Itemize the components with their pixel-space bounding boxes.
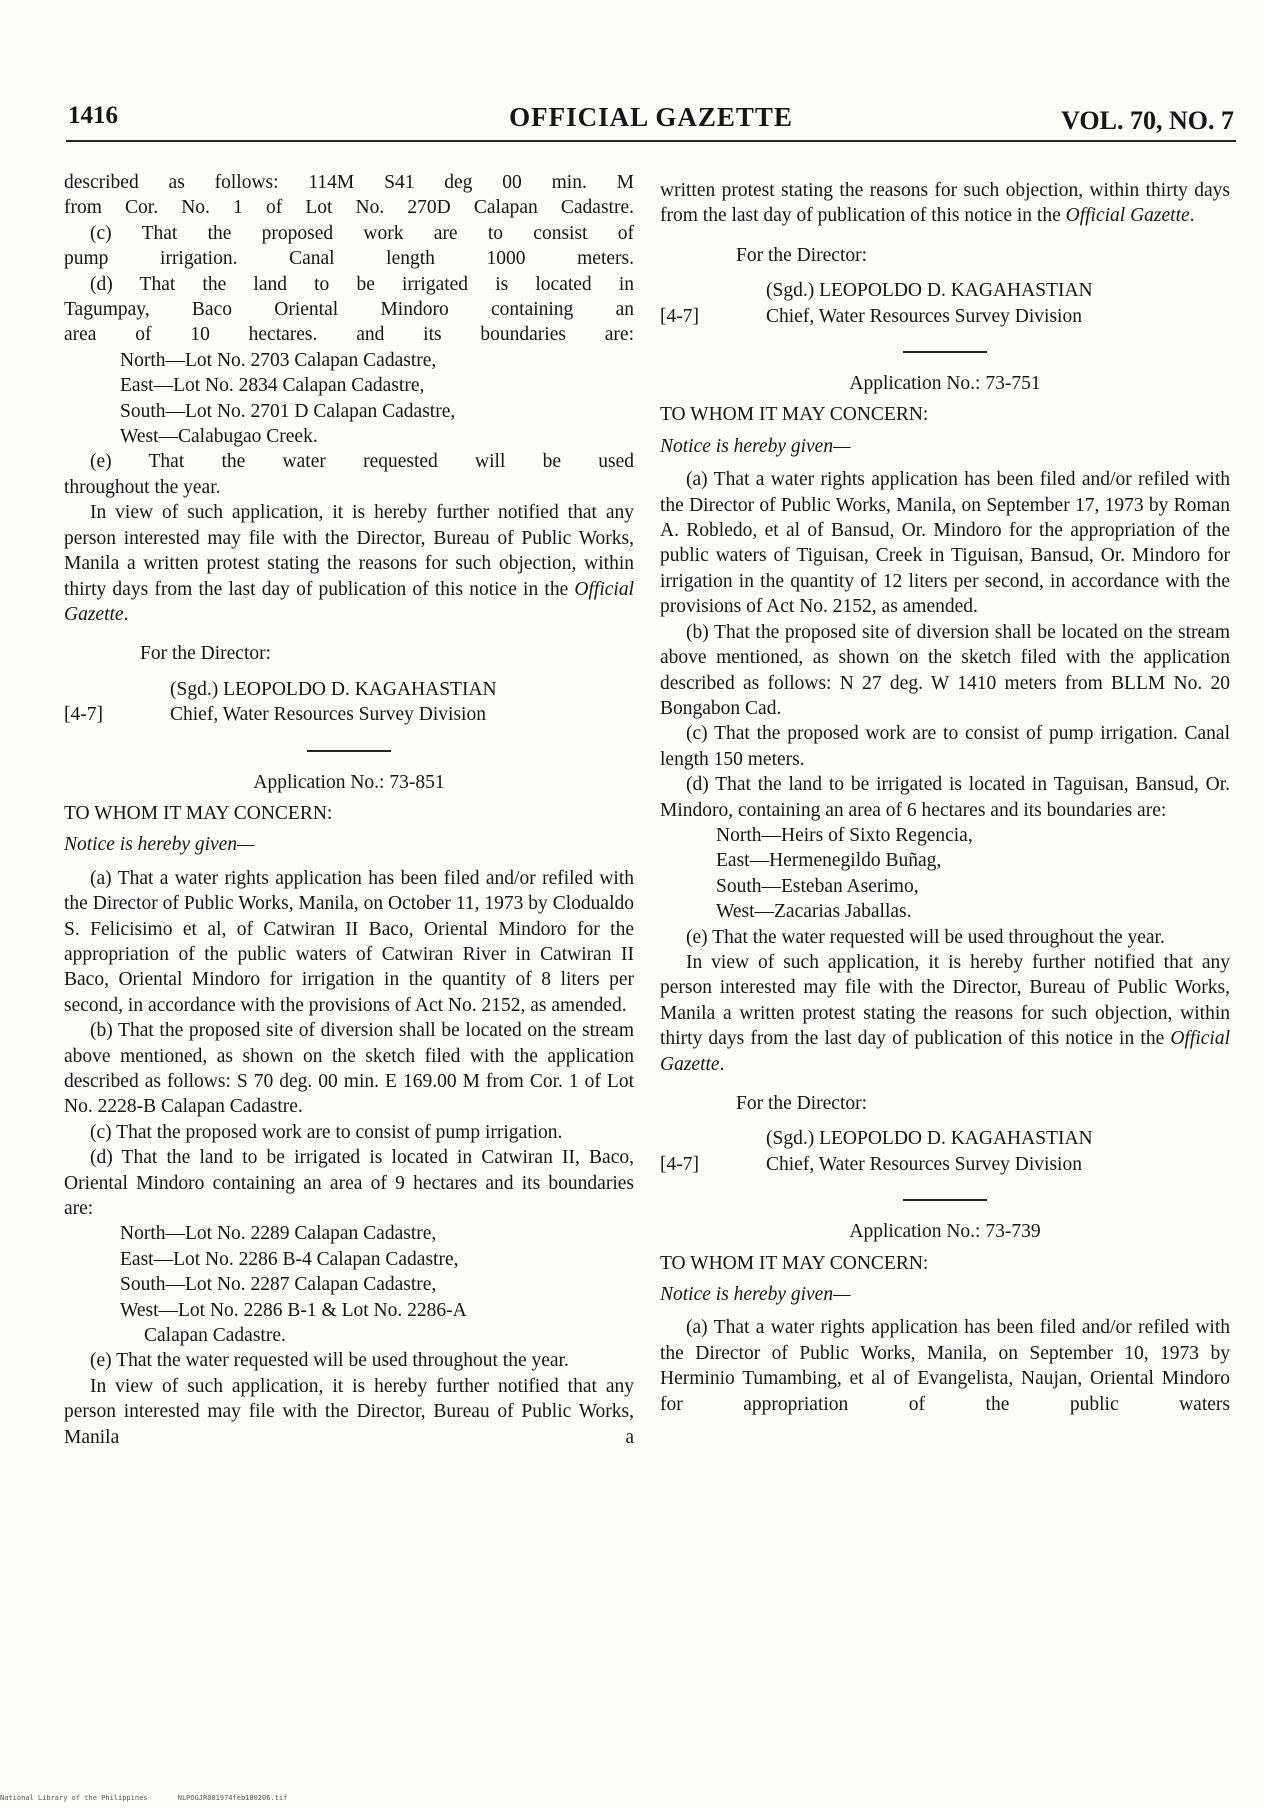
closing-paragraph xyxy=(660,950,1230,1077)
scan-footer xyxy=(0,1794,313,1802)
boundary-line: West—Calabugao Creek. xyxy=(120,426,318,448)
text-line: throughout the year. xyxy=(64,476,221,498)
signature xyxy=(64,677,634,702)
volume-number: VOL. 70, NO. 7 xyxy=(1061,106,1234,135)
section-divider xyxy=(903,351,987,353)
publication-title: OFFICIAL GAZETTE xyxy=(509,102,793,132)
notice-heading: Notice is hereby given— xyxy=(660,1284,851,1306)
text-line: (e) That the water requested will be used xyxy=(90,451,634,473)
period: . xyxy=(719,1053,725,1075)
signature-position-line xyxy=(660,1152,1230,1177)
page-number: 1416 xyxy=(68,102,118,129)
signatory-position: Chief, Water Resources Survey Division xyxy=(170,704,486,726)
paragraph-a: (a) That a water rights application has been filed and/or refiled with the Director of Public Works, Manila, on September 10, 1973 by Herminio Tumambing, et al of Evangelista, Naujan, Oriental Mindoro for appropriation of the public waters xyxy=(660,1317,1230,1415)
salutation: TO WHOM IT MAY CONCERN: xyxy=(660,1252,929,1274)
paragraph-d: (d) That the land to be irrigated is located in Catwiran II, Baco, Oriental Mindoro containing an area of 9 hectares and its boundaries are: xyxy=(64,1147,634,1220)
gazette-name: Official Gazette xyxy=(660,1028,1230,1075)
issue-code: [4-7] xyxy=(64,704,103,726)
boundary-line: North—Lot No. 2289 Calapan Cadastre, xyxy=(120,1223,437,1245)
section-divider xyxy=(903,1199,987,1201)
boundary-line: South—Lot No. 2287 Calapan Cadastre, xyxy=(120,1274,437,1296)
paragraph-c: (c) That the proposed work are to consist of pump irrigation. Canal length 150 meters. xyxy=(660,723,1230,770)
application-title: Application No.: 73-751 xyxy=(849,373,1041,395)
boundary-line: Calapan Cadastre. xyxy=(144,1325,286,1347)
right-column xyxy=(660,178,1230,1417)
text-line: (c) That the proposed work are to consist of xyxy=(90,222,634,244)
paragraph-a: (a) That a water rights application has been filed and/or refiled with the Director of Public Works, Manila, on October 11, 1973 by Clodualdo S. Felicisimo et al, of Catwiran II Baco, Oriental Mindoro for the appropriation of the public waters of Catwiran River in Catwiran II Baco, Oriental Mindoro for irrigation in the quantity of 8 liters per second, in accordance with the provisions of Act No. 2152, as amended. xyxy=(64,867,634,1016)
paragraph-e: (e) That the water requested will be used throughout the year. xyxy=(90,1350,569,1372)
boundary-line: North—Lot No. 2703 Calapan Cadastre, xyxy=(120,349,437,371)
closing-paragraph xyxy=(64,500,634,627)
signatory-name: LEOPOLDO D. KAGAHASTIAN xyxy=(223,678,497,700)
left-column xyxy=(64,170,634,1450)
closing-text: In view of such application, it is hereby further notified that any person interested may file with the Director, Bureau of Public Works, Manila a written protest stating the reasons for such objection, within thirty days from the last day of publication of this notice in the xyxy=(64,502,634,600)
text-line: (d) That the land to be irrigated is located in xyxy=(90,273,634,295)
sgd-label: (Sgd.) xyxy=(766,1128,815,1150)
paragraph-e: (e) That the water requested will be used throughout the year. xyxy=(686,926,1165,948)
paragraph-c: (c) That the proposed work are to consist of pump irrigation. xyxy=(90,1121,563,1143)
signature xyxy=(660,278,1230,303)
boundary-line: South—Lot No. 2701 D Calapan Cadastre, xyxy=(120,400,456,422)
for-director: For the Director: xyxy=(736,244,868,266)
application-title: Application No.: 73-739 xyxy=(849,1221,1041,1243)
signatory-position: Chief, Water Resources Survey Division xyxy=(766,1153,1082,1175)
text-line: described as follows: 114M S41 deg 00 min. M xyxy=(64,172,634,193)
closing-text: In view of such application, it is hereby further notified that any person interested may file with the Director, Bureau of Public Works, Manila a written protest stating the reasons for such objection, within thirty days from the last day of publication of this notice in the xyxy=(660,951,1230,1050)
boundary-line: North—Heirs of Sixto Regencia, xyxy=(716,824,973,846)
continuation-text: written protest stating the reasons for such objection, within thirty days from the last day of publication of this notice in the xyxy=(660,180,1230,227)
application-title: Application No.: 73-851 xyxy=(253,771,445,793)
sgd-label: (Sgd.) xyxy=(766,280,815,302)
for-director: For the Director: xyxy=(140,643,272,665)
signatory-position: Chief, Water Resources Survey Division xyxy=(766,305,1082,327)
for-director: For the Director: xyxy=(736,1093,868,1114)
boundary-line: West—Zacarias Jaballas. xyxy=(716,901,912,923)
library-credit: National Library of the Philippines xyxy=(0,1794,148,1802)
text-line: pump irrigation. Canal length 1000 meters. xyxy=(64,248,634,270)
paragraph-d: (d) That the land to be irrigated is located in Taguisan, Bansud, Or. Mindoro, containing an area of 6 hectares and its boundaries are: xyxy=(660,774,1230,821)
continuation-paragraph xyxy=(660,178,1230,229)
signature xyxy=(660,1126,1230,1151)
issue-code: [4-7] xyxy=(660,305,699,327)
paragraph-a: (a) That a water rights application has been filed and/or refiled with the Director of Public Works, Manila, on September 17, 1973 by Roman A. Robledo, et al of Bansud, Or. Mindoro for the appropriation of the public waters of Tiguisan, Creek in Tiguisan, Bansud, Or. Mindoro for irrigation in the quantity of 12 liters per second, in accordance with the provisions of Act No. 2152, as amended. xyxy=(660,469,1230,618)
closing-paragraph: In view of such application, it is hereby further notified that any person interested may file with the Director, Bureau of Public Works, Manila a xyxy=(64,1375,634,1448)
salutation: TO WHOM IT MAY CONCERN: xyxy=(660,404,929,426)
boundary-line: East—Hermenegildo Buñag, xyxy=(716,850,942,872)
text-line: from Cor. No. 1 of Lot No. 270D Calapan Cadastre. xyxy=(64,197,634,219)
period: . xyxy=(123,603,129,625)
signatory-name: LEOPOLDO D. KAGAHASTIAN xyxy=(819,280,1093,302)
paragraph-b: (b) That the proposed site of diversion shall be located on the stream above mentioned, as shown on the sketch filed with the application described as follows: N 27 deg. W 1410 meters from BLLM No. 20 Bongabon Cad. xyxy=(660,621,1230,719)
signature-position-line xyxy=(660,304,1230,329)
period: . xyxy=(1189,205,1195,227)
salutation: TO WHOM IT MAY CONCERN: xyxy=(64,802,333,824)
boundary-line: East—Lot No. 2834 Calapan Cadastre, xyxy=(120,375,425,397)
notice-heading: Notice is hereby given— xyxy=(64,834,255,856)
boundary-line: West—Lot No. 2286 B-1 & Lot No. 2286-A xyxy=(120,1299,467,1321)
boundary-line: South—Esteban Aserimo, xyxy=(716,875,919,897)
page-header xyxy=(66,100,1236,142)
issue-code: [4-7] xyxy=(660,1153,699,1175)
gazette-name: Official Gazette xyxy=(1065,205,1190,227)
signature-position-line xyxy=(64,702,634,727)
signatory-name: LEOPOLDO D. KAGAHASTIAN xyxy=(819,1128,1093,1150)
paragraph-b: (b) That the proposed site of diversion shall be located on the stream above mentioned, as shown on the sketch filed with the application described as follows: S 70 deg. 00 min. E 169.00 M from Cor. 1 of Lot No. 2228-B Calapan Cadastre. xyxy=(64,1020,634,1118)
text-line: area of 10 hectares. and its boundaries are: xyxy=(64,324,634,346)
sgd-label: (Sgd.) xyxy=(170,678,219,700)
section-divider xyxy=(307,750,391,752)
gazette-name: Official Gazette xyxy=(64,578,634,625)
notice-heading: Notice is hereby given— xyxy=(660,435,851,457)
file-name: NLPOGJR001974feb180206.tif xyxy=(177,1794,288,1802)
text-line: Tagumpay, Baco Oriental Mindoro containing an xyxy=(64,299,634,321)
boundary-line: East—Lot No. 2286 B-4 Calapan Cadastre, xyxy=(120,1248,459,1270)
